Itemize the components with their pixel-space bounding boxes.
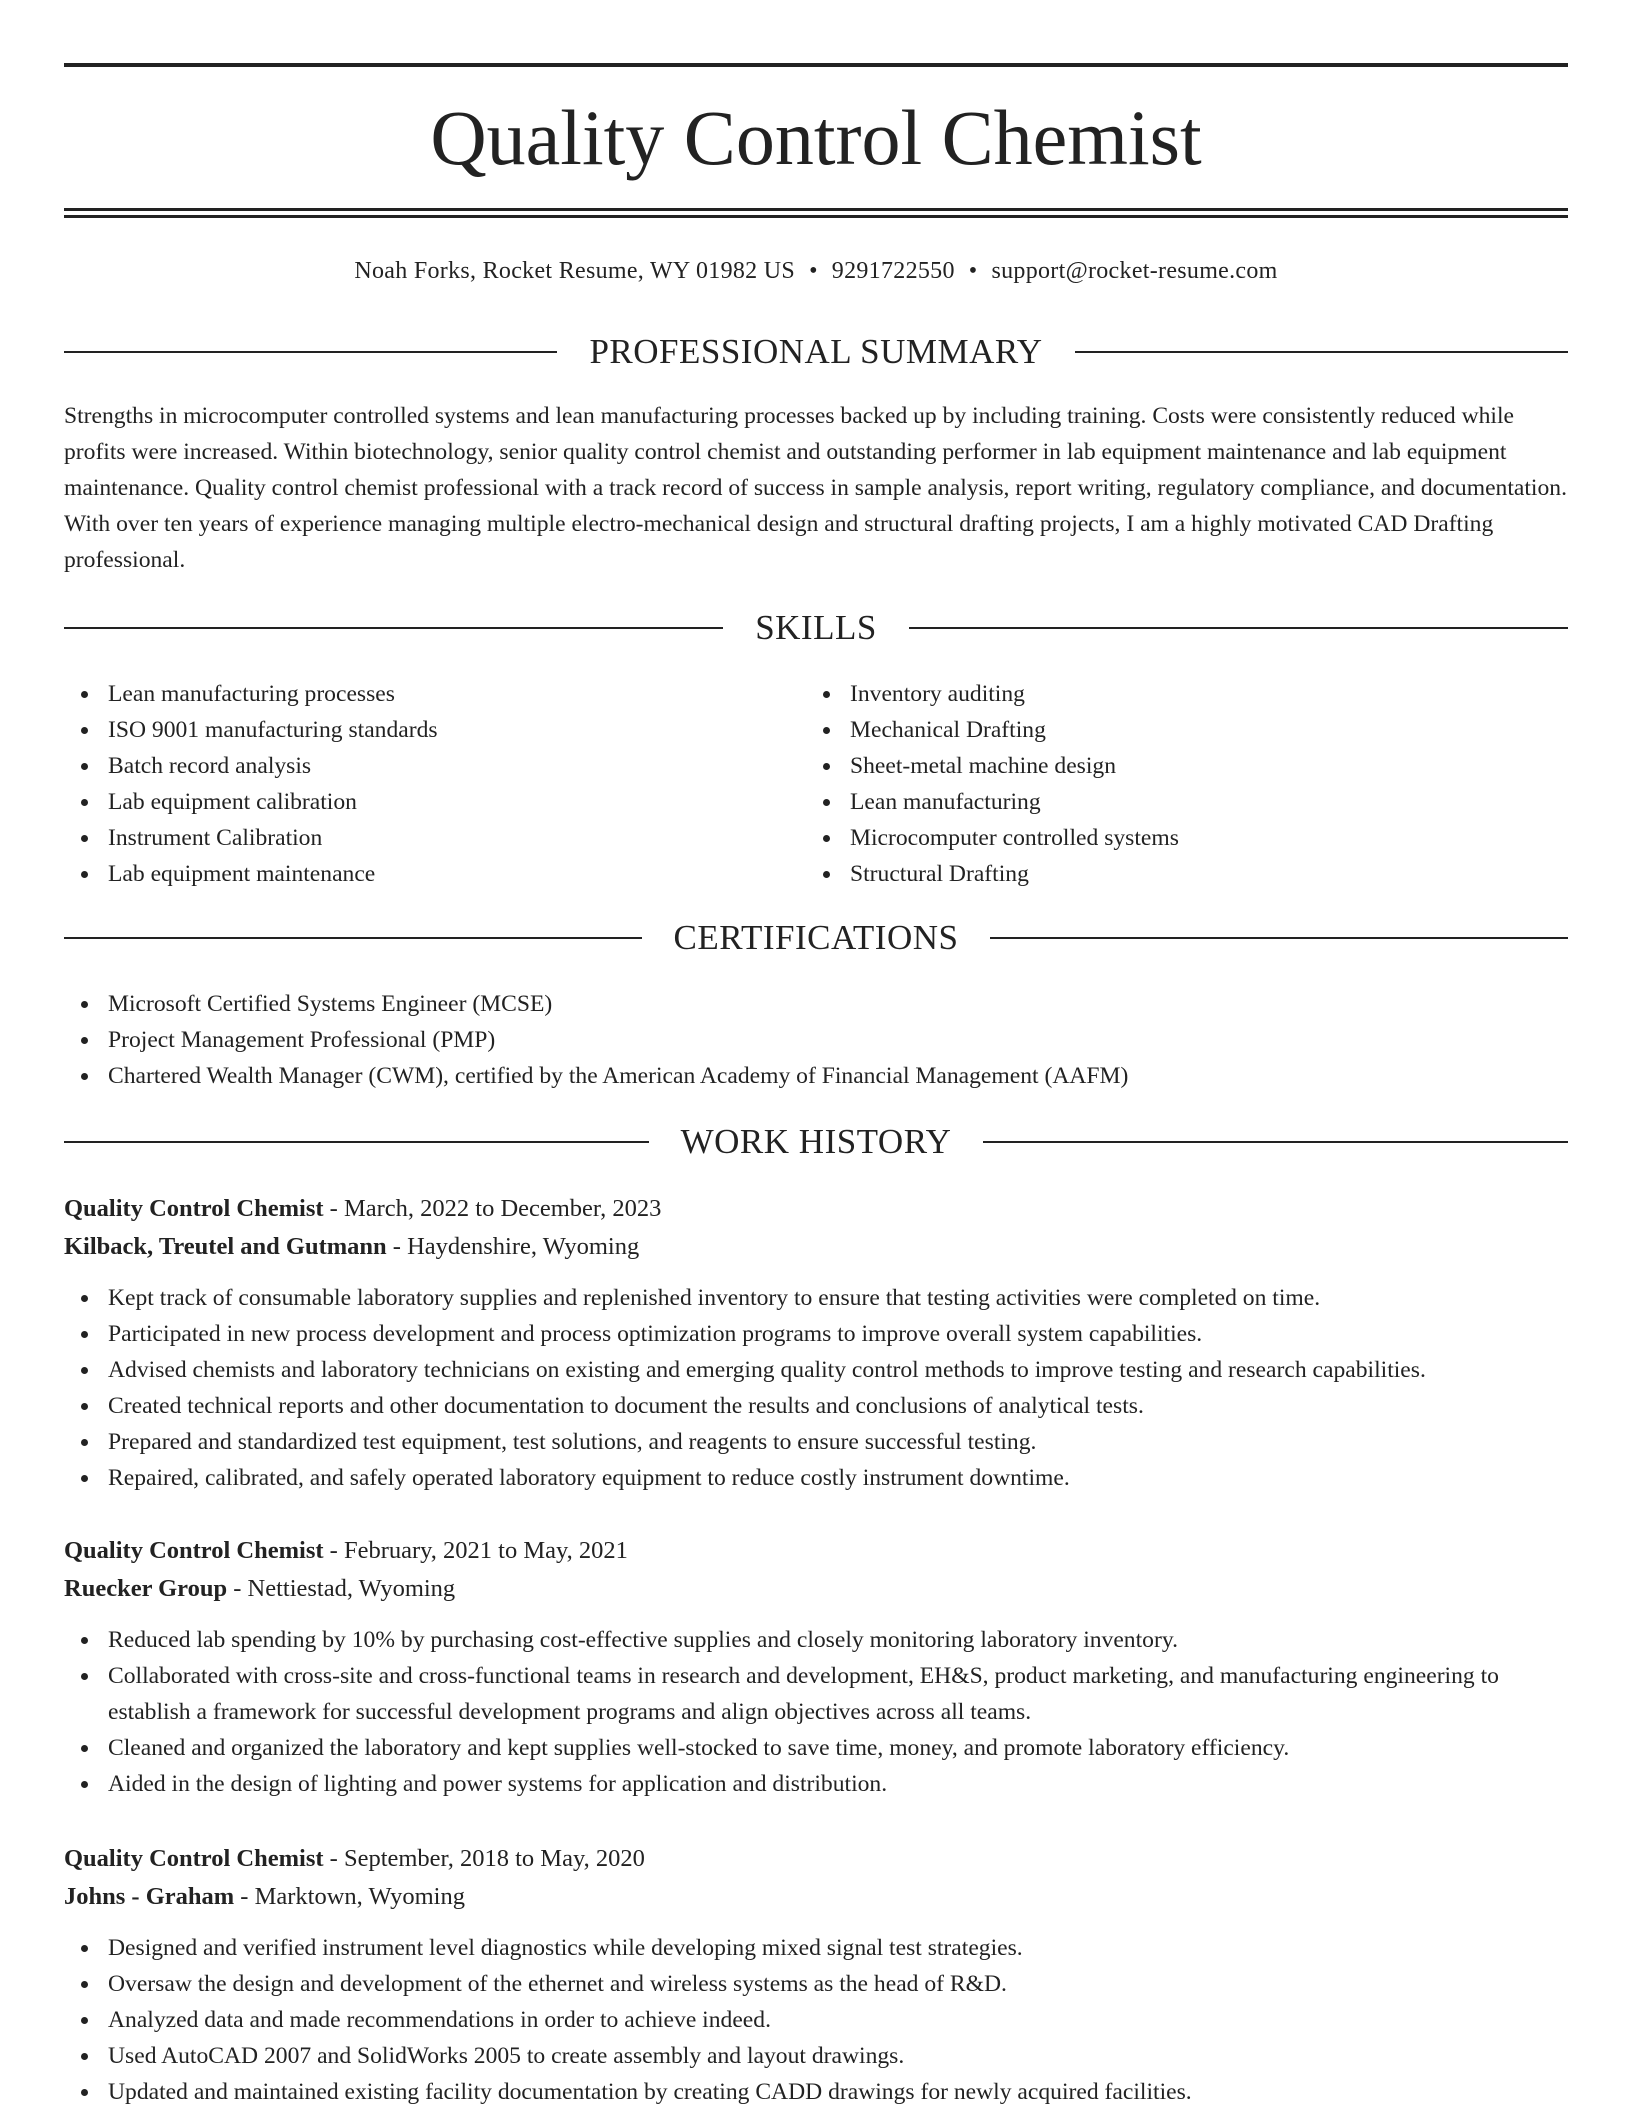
skills-heading-label: SKILLS (755, 608, 877, 647)
contact-address: Noah Forks, Rocket Resume, WY 01982 US (354, 258, 796, 284)
summary-paragraph: Strengths in microcomputer controlled systems and lean manufacturing processes backed up by including training. Costs were consistently reduced while profits were increased. Within biotechnology, senior quality control chemist and outstanding performer in lab equipment maintenance and lab equipment maintenance. Quality control chemist professional with a track record of success in sample analysis, report writing, regulatory compliance, and documentation. With over ten years of experience managing multiple electro-mechanical design and structural drafting projects, I am a highly motivated CAD Drafting professional. (64, 403, 1567, 573)
job-bullets (64, 1280, 1568, 1496)
heading-rule-left (64, 351, 557, 353)
job-bullet: Repaired, calibrated, and safely operated laboratory equipment to reduce costly instrument downtime. (64, 1460, 1568, 1496)
job-bullet: Reduced lab spending by 10% by purchasing cost-effective supplies and closely monitoring laboratory inventory. (64, 1622, 1568, 1658)
certifications-heading (64, 916, 1568, 960)
certification-item: Chartered Wealth Manager (CWM), certified by the American Academy of Financial Management (AAFM) (64, 1058, 1568, 1094)
contact-separator: • (809, 258, 818, 284)
heading-rule-left (64, 1141, 649, 1143)
skill-item: Mechanical Drafting (806, 712, 1566, 748)
skill-item: Structural Drafting (806, 856, 1566, 892)
job-bullet: Participated in new process development and process optimization programs to improve overall system capabilities. (64, 1316, 1568, 1352)
contact-email: support@rocket-resume.com (991, 258, 1278, 284)
job-bullets (64, 1930, 1568, 2110)
job-dates: - March, 2022 to December, 2023 (323, 1195, 662, 1222)
page-title: Quality Control Chemist (430, 94, 1202, 181)
job-title-line (64, 1840, 1568, 1878)
job-title-line (64, 1532, 1568, 1570)
job-entry (64, 1190, 1568, 1496)
job-dates: - September, 2018 to May, 2020 (323, 1845, 645, 1872)
job-bullets (64, 1622, 1568, 1802)
skills-left-column (64, 676, 804, 892)
work-history-heading (64, 1120, 1568, 1164)
job-location: - Nettiestad, Wyoming (227, 1575, 456, 1602)
skill-item: Sheet-metal machine design (806, 748, 1566, 784)
skills-right-column (806, 676, 1566, 892)
contact-phone: 9291722550 (831, 258, 955, 284)
heading-rule-right (1075, 351, 1568, 353)
job-bullet: Prepared and standardized test equipment, test solutions, and reagents to ensure successful testing. (64, 1424, 1568, 1460)
certification-item: Microsoft Certified Systems Engineer (MCSE) (64, 986, 1568, 1022)
skill-item: Inventory auditing (806, 676, 1566, 712)
job-title: Quality Control Chemist (64, 1845, 324, 1872)
summary-heading (64, 330, 1568, 374)
heading-rule-right (990, 937, 1568, 939)
certification-item: Project Management Professional (PMP) (64, 1022, 1568, 1058)
job-bullet: Used AutoCAD 2007 and SolidWorks 2005 to create assembly and layout drawings. (64, 2038, 1568, 2074)
job-entry (64, 1532, 1568, 1802)
job-bullet: Created technical reports and other documentation to document the results and conclusions of analytical tests. (64, 1388, 1568, 1424)
skills-left-list (64, 676, 804, 892)
job-bullet: Analyzed data and made recommendations in order to achieve indeed. (64, 2002, 1568, 2038)
heading-rule-right (983, 1141, 1568, 1143)
top-rule (64, 63, 1568, 67)
heading-rule-left (64, 937, 642, 939)
skill-item: Lab equipment calibration (64, 784, 804, 820)
contact-separator: • (968, 258, 978, 284)
skill-item: ISO 9001 manufacturing standards (64, 712, 804, 748)
job-bullet: Aided in the design of lighting and power systems for application and distribution. (64, 1766, 1568, 1802)
job-bullet: Cleaned and organized the laboratory and kept supplies well-stocked to save time, money, and promote laboratory efficiency. (64, 1730, 1568, 1766)
skills-heading (64, 606, 1568, 650)
job-location: - Haydenshire, Wyoming (386, 1233, 640, 1260)
heading-rule-right (909, 627, 1568, 629)
job-title: Quality Control Chemist (64, 1537, 324, 1564)
job-dates: - February, 2021 to May, 2021 (323, 1537, 628, 1564)
job-title-line (64, 1190, 1568, 1228)
skills-right-list (806, 676, 1566, 892)
skill-item: Lab equipment maintenance (64, 856, 804, 892)
skill-item: Batch record analysis (64, 748, 804, 784)
job-entry (64, 1840, 1568, 2110)
job-company: Kilback, Treutel and Gutmann (64, 1233, 387, 1260)
job-company-line (64, 1878, 1568, 1916)
job-bullet: Updated and maintained existing facility documentation by creating CADD drawings for newly acquired facilities. (64, 2074, 1568, 2110)
job-title: Quality Control Chemist (64, 1195, 324, 1222)
work-history-heading-label: WORK HISTORY (680, 1122, 952, 1161)
contact-line (64, 255, 1568, 287)
job-company: Ruecker Group (64, 1575, 228, 1602)
certifications-list (64, 986, 1568, 1094)
certifications-block (64, 986, 1568, 1094)
skill-item: Lean manufacturing (806, 784, 1566, 820)
job-bullet: Designed and verified instrument level diagnostics while developing mixed signal test strategies. (64, 1930, 1568, 1966)
job-bullet: Advised chemists and laboratory technicians on existing and emerging quality control methods to improve testing and research capabilities. (64, 1352, 1568, 1388)
skill-item: Microcomputer controlled systems (806, 820, 1566, 856)
job-company-line (64, 1570, 1568, 1608)
certifications-heading-label: CERTIFICATIONS (673, 918, 959, 957)
heading-rule-left (64, 627, 723, 629)
summary-heading-label: PROFESSIONAL SUMMARY (589, 332, 1043, 371)
job-company: Johns - Graham (64, 1883, 235, 1910)
job-bullet: Collaborated with cross-site and cross-functional teams in research and development, EH&S, product marketing, and manufacturing engineering to establish a framework for successful development programs and align objectives across all teams. (64, 1658, 1568, 1730)
job-location: - Marktown, Wyoming (234, 1883, 465, 1910)
skill-item: Lean manufacturing processes (64, 676, 804, 712)
job-bullet: Kept track of consumable laboratory supplies and replenished inventory to ensure that testing activities were completed on time. (64, 1280, 1568, 1316)
job-company-line (64, 1228, 1568, 1266)
title-double-rule (64, 208, 1568, 218)
job-bullet: Oversaw the design and development of the ethernet and wireless systems as the head of R&D. (64, 1966, 1568, 2002)
skill-item: Instrument Calibration (64, 820, 804, 856)
